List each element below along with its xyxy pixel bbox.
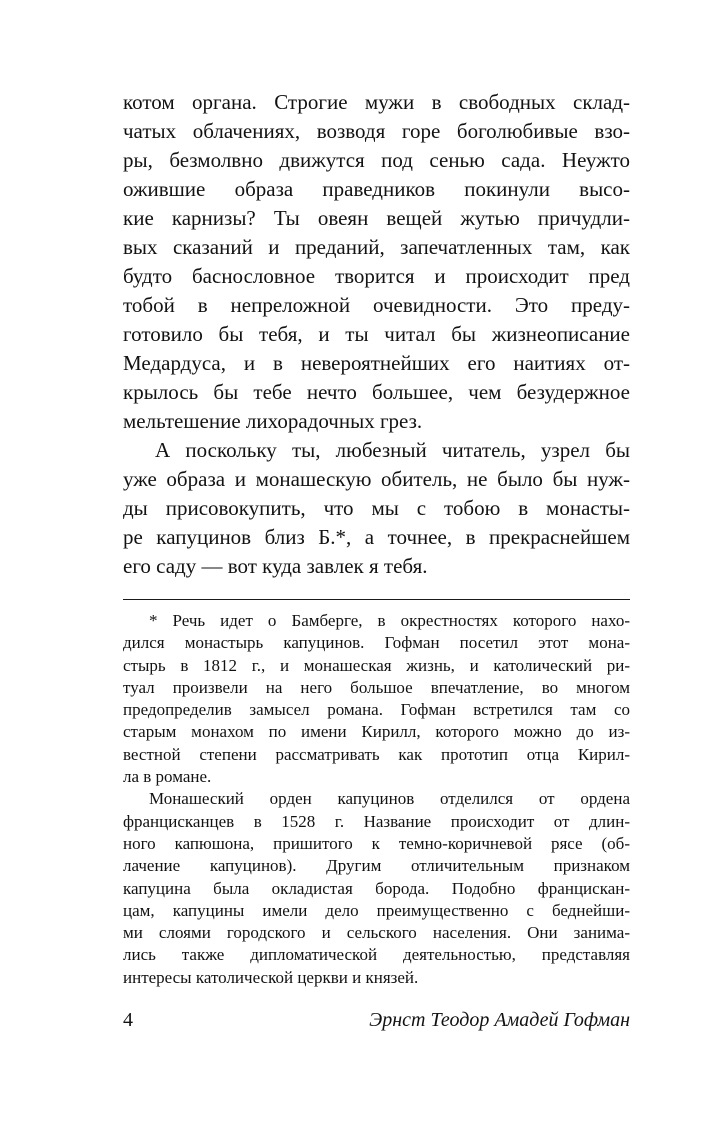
footnote-line: лись также дипломатической деятельностью, представляя — [123, 945, 630, 965]
footnote-line: капуцина была окладистая борода. Подобно францискан- — [123, 878, 630, 898]
footnote-separator — [123, 599, 630, 600]
text-line: крылось бы тебе нечто большее, чем безудержное — [123, 380, 630, 404]
footnote-line: лачение капуцинов). Другим отличительным признаком — [123, 856, 630, 876]
text-line: чатых облачениях, возводя горе боголюбивые взо- — [123, 119, 630, 143]
text-line: готовило бы тебя, и ты читал бы жизнеописание — [123, 322, 630, 346]
text-line: уже образа и монашескую обитель, не было бы нуж- — [123, 467, 630, 491]
text-line: ры, безмолвно движутся под сенью сада. Неужто — [123, 148, 630, 172]
footnote-paragraph — [123, 610, 630, 788]
page-number: 4 — [123, 1009, 133, 1032]
text-line: мельтешение лихорадочных грез. — [123, 409, 423, 433]
text-line: кие карнизы? Ты овеян вещей жутью причудли- — [123, 206, 630, 230]
footnote-line: туал произвели на него большое впечатление, во многом — [123, 677, 630, 697]
footnote-line: * Речь идет о Бамберге, в окрестностях которого нахо- — [149, 611, 630, 630]
body-text — [123, 88, 630, 581]
footnote-line: ми слоями городского и сельского населения. Они занима- — [123, 923, 630, 943]
footnote-line: интересы католической церкви и князей. — [123, 967, 419, 987]
text-line: А поскольку ты, любезный читатель, узрел бы — [155, 438, 630, 462]
text-line: котом органа. Строгие мужи в свободных склад- — [123, 90, 630, 114]
paragraph — [123, 436, 630, 581]
footnote-line: ного капюшона, пришитого к темно-коричневой рясе (об- — [123, 833, 630, 853]
text-line: ды присовокупить, что мы с тобою в монасты- — [123, 496, 630, 520]
page-footer — [123, 1009, 630, 1032]
footnote — [123, 610, 630, 989]
footnote-line: Монашеский орден капуцинов отделился от ордена — [149, 789, 630, 809]
text-line: будто баснословное творится и происходит пред — [123, 264, 630, 288]
text-line: его саду — вот куда завлек я тебя. — [123, 554, 428, 578]
text-line: вых сказаний и преданий, запечатленных там, как — [123, 235, 630, 259]
footnote-line: францисканцев в 1528 г. Название происходит от длин- — [123, 811, 630, 831]
footnote-line: ла в романе. — [123, 767, 212, 787]
text-line: тобой в непреложной очевидности. Это преду- — [123, 293, 630, 317]
footnote-line: дился монастырь капуцинов. Гофман посетил этот мона- — [123, 633, 630, 653]
footnote-line: стырь в 1812 г., и монашеская жизнь, и католический ри- — [123, 655, 630, 675]
footnote-line: предопределив замысел романа. Гофман встретился там со — [123, 700, 630, 720]
footnote-line: старым монахом по имени Кирилл, которого можно до из- — [123, 722, 630, 742]
footnote-line: вестной степени рассматривать как прототип отца Кирил- — [123, 744, 630, 764]
text-line: Медардуса, и в невероятнейших его наитиях от- — [123, 351, 630, 375]
running-title: Эрнст Теодор Амадей Гофман — [369, 1009, 630, 1032]
paragraph-continuation — [123, 88, 630, 436]
footnote-line: цам, капуцины имели дело преимущественно с беднейши- — [123, 900, 630, 920]
footnote-paragraph — [123, 788, 630, 989]
text-line: ре капуцинов близ Б.*, а точнее, в прекраснейшем — [123, 525, 630, 549]
text-line: ожившие образа праведников покинули высо- — [123, 177, 630, 201]
